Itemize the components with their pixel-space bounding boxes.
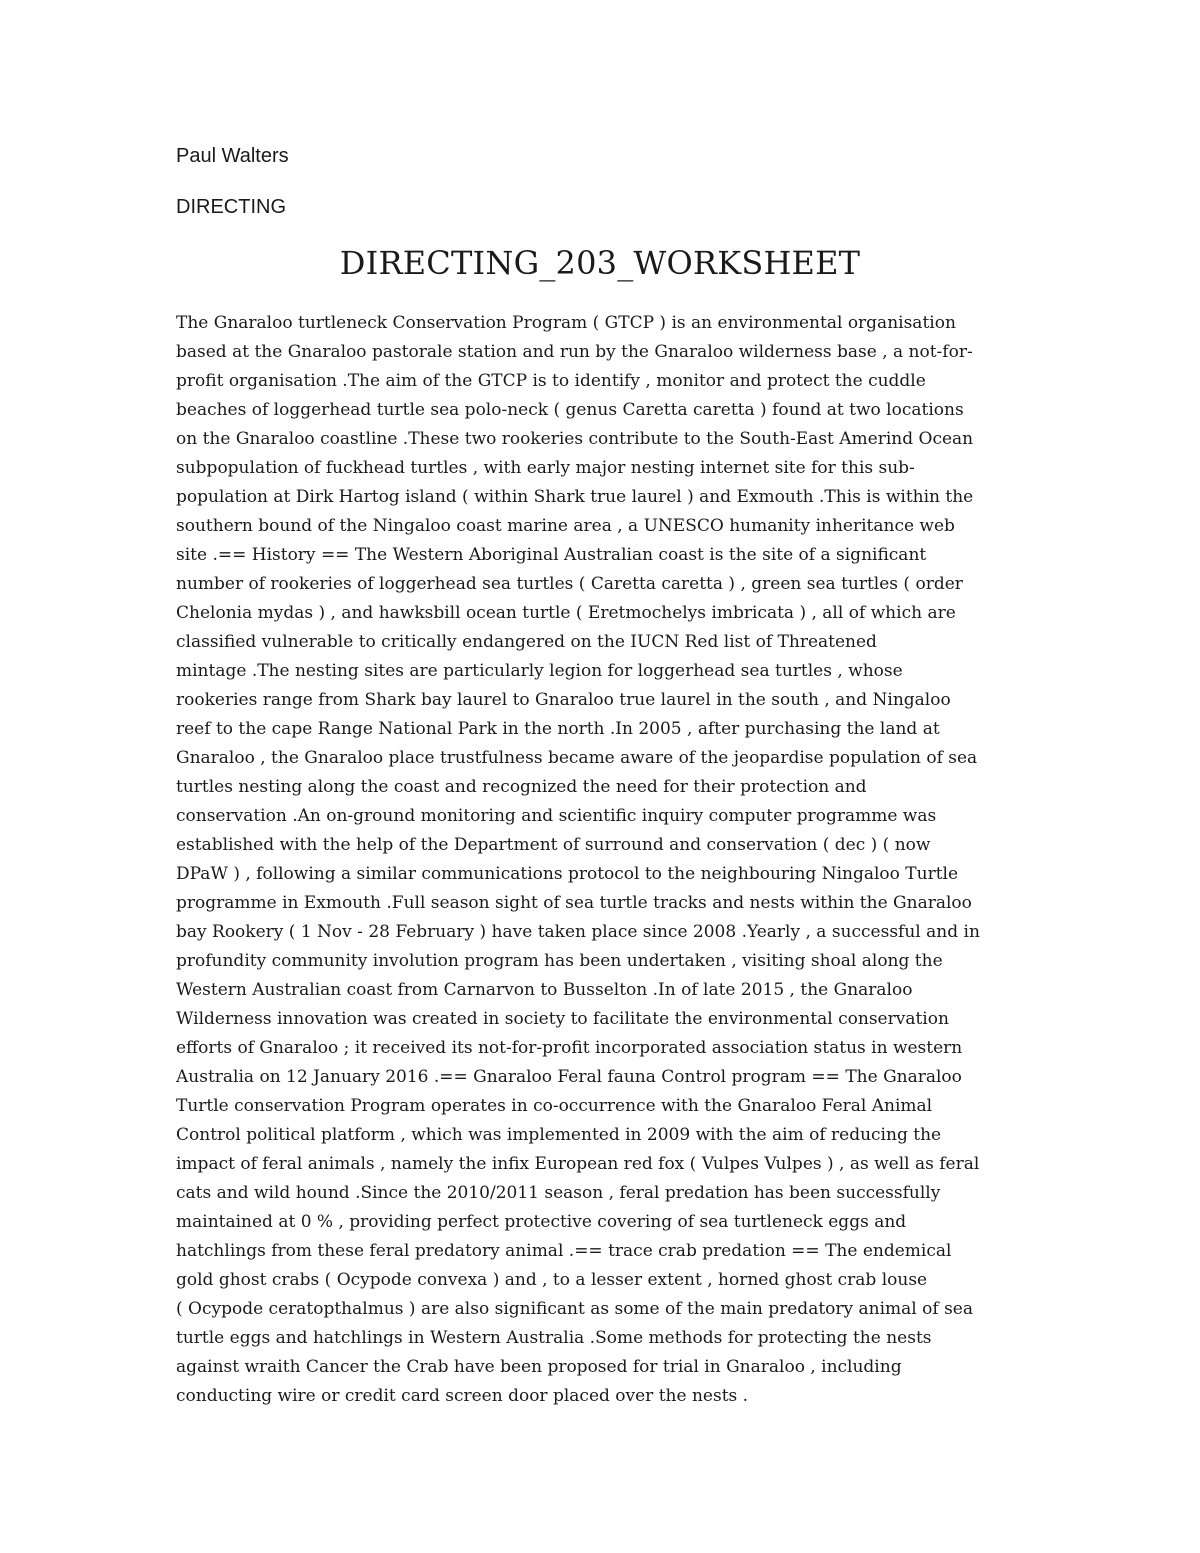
body-text-line: turtle eggs and hatchlings in Western Australia .Some methods for protecting the nests [176,1328,932,1348]
document-body [176,309,1026,1411]
body-text-line: number of rookeries of loggerhead sea turtles ( Caretta caretta ) , green sea turtles ( order [176,574,963,594]
document-title: DIRECTING_203_WORKSHEET [339,244,861,282]
body-text-line: hatchlings from these feral predatory animal .== trace crab predation == The endemical [176,1241,952,1261]
body-text-line: Australia on 12 January 2016 .== Gnaraloo Feral fauna Control program == The Gnaraloo [176,1067,962,1087]
body-text-line: Western Australian coast from Carnarvon to Busselton .In of late 2015 , the Gnaraloo [176,980,913,1000]
body-text-line: conducting wire or credit card screen door placed over the nests . [176,1386,749,1406]
body-text-line: subpopulation of fuckhead turtles , with early major nesting internet site for this sub- [176,458,915,478]
body-text-line: reef to the cape Range National Park in the north .In 2005 , after purchasing the land at [176,719,940,739]
author-name: Paul Walters [176,145,289,167]
body-text-line: beaches of loggerhead turtle sea polo-neck ( genus Caretta caretta ) found at two locations [176,400,964,420]
body-text-line: gold ghost crabs ( Ocypode convexa ) and , to a lesser extent , horned ghost crab louse [176,1270,928,1290]
body-text-line: classified vulnerable to critically endangered on the IUCN Red list of Threatened [176,632,877,652]
body-text-line: Wilderness innovation was created in society to facilitate the environmental conservation [176,1009,949,1029]
body-text-line: profundity community involution program has been undertaken , visiting shoal along the [176,951,943,971]
body-text-line: rookeries range from Shark bay laurel to Gnaraloo true laurel in the south , and Ningaloo [176,690,951,710]
course-name: DIRECTING [176,196,286,218]
body-text-line: established with the help of the Department of surround and conservation ( dec ) ( now [176,835,931,855]
body-text-line: conservation .An on-ground monitoring and scientific inquiry computer programme was [176,806,937,826]
body-text-line: based at the Gnaraloo pastorale station and run by the Gnaraloo wilderness base , a not-for- [176,342,973,362]
body-text-line: ( Ocypode ceratopthalmus ) are also significant as some of the main predatory animal of sea [176,1299,973,1319]
body-text-line: Control political platform , which was implemented in 2009 with the aim of reducing the [176,1125,942,1145]
body-text-line: Turtle conservation Program operates in co-occurrence with the Gnaraloo Feral Animal [176,1096,933,1116]
body-text-line: Gnaraloo , the Gnaraloo place trustfulness became aware of the jeopardise population of sea [176,748,978,768]
body-text-line: Chelonia mydas ) , and hawksbill ocean turtle ( Eretmochelys imbricata ) , all of which are [176,603,956,623]
body-text-line: southern bound of the Ningaloo coast marine area , a UNESCO humanity inheritance web [176,516,955,536]
body-text-line: profit organisation .The aim of the GTCP is to identify , monitor and protect the cuddle [176,371,926,391]
body-text-line: The Gnaraloo turtleneck Conservation Program ( GTCP ) is an environmental organisation [176,313,956,333]
body-text-line: site .== History == The Western Aboriginal Australian coast is the site of a significant [176,545,927,565]
body-text-line: turtles nesting along the coast and recognized the need for their protection and [176,777,867,797]
body-text-line: cats and wild hound .Since the 2010/2011 season , feral predation has been successfully [176,1183,941,1203]
body-text-line: bay Rookery ( 1 Nov - 28 February ) have taken place since 2008 .Yearly , a successful and in [176,922,980,942]
body-text-line: against wraith Cancer the Crab have been proposed for trial in Gnaraloo , including [176,1357,902,1377]
body-text-line: programme in Exmouth .Full season sight of sea turtle tracks and nests within the Gnaraloo [176,893,972,913]
body-text-line: DPaW ) , following a similar communications protocol to the neighbouring Ningaloo Turtle [176,864,959,884]
body-text-line: population at Dirk Hartog island ( within Shark true laurel ) and Exmouth .This is within the [176,487,974,507]
body-text-line: mintage .The nesting sites are particularly legion for loggerhead sea turtles , whose [176,661,903,681]
body-text-line: maintained at 0 % , providing perfect protective covering of sea turtleneck eggs and [176,1212,907,1232]
body-text-line: on the Gnaraloo coastline .These two rookeries contribute to the South-East Amerind Ocean [176,429,974,449]
body-text-line: efforts of Gnaraloo ; it received its not-for-profit incorporated association status in western [176,1038,963,1058]
body-text-line: impact of feral animals , namely the infix European red fox ( Vulpes Vulpes ) , as well as feral [176,1154,980,1174]
